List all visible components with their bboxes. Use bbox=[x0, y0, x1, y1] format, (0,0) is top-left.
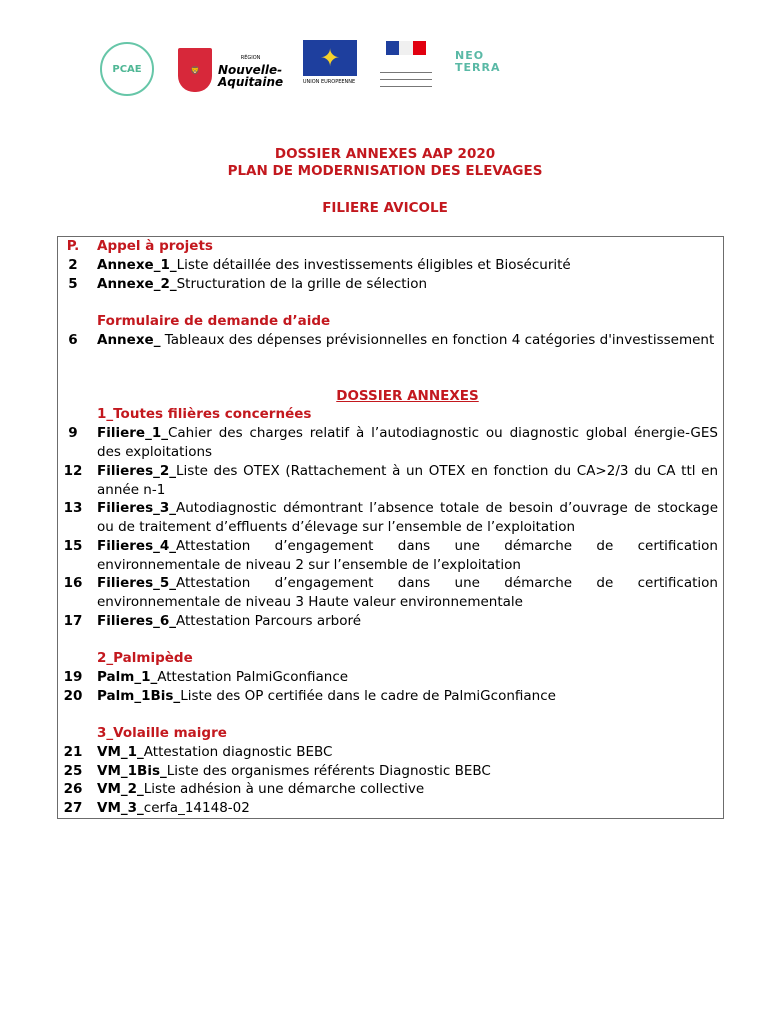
page-number: 2 bbox=[68, 257, 78, 273]
annex-entry: Filieres_2_Liste des OTEX (Rattachement à un OTEX en fonction du CA>2/3 du CA ttl en année n-1 bbox=[97, 463, 718, 498]
annex-entry: VM_1Bis_Liste des organismes référents Diagnostic BEBC bbox=[97, 763, 491, 779]
section-heading-dossier-annexes: DOSSIER ANNEXES bbox=[336, 388, 479, 404]
annex-entry: VM_3_cerfa_14148-02 bbox=[97, 800, 250, 816]
annex-entry: Filieres_4_Attestation d’engagement dans une démarche de certification environnementale de niveau 2 sur l’ensemble de l’exploitation bbox=[97, 538, 718, 573]
annex-entry: Palm_1_Attestation PalmiGconfiance bbox=[97, 669, 349, 685]
section-heading-palmipede: 2_Palmipède bbox=[97, 650, 193, 666]
page-number: 15 bbox=[63, 538, 83, 554]
page-number: 17 bbox=[63, 613, 83, 629]
republique-francaise-flag bbox=[386, 40, 426, 54]
page-number: 16 bbox=[63, 575, 83, 591]
annex-entry: Annexe_2_Structuration de la grille de sélection bbox=[97, 276, 428, 292]
annex-entry: Filieres_3_Autodiagnostic démontrant l’absence totale de besoin d’ouvrage de stockage ou de traitement d’effluents d’élevage sur l’ensemble de l’exploitation bbox=[97, 500, 718, 535]
logo-bar bbox=[0, 36, 770, 106]
section-heading-toutes-filieres: 1_Toutes filières concernées bbox=[97, 406, 312, 422]
neo-line2: TERRA bbox=[455, 61, 501, 74]
pcae-logo-text: PCAE bbox=[112, 63, 142, 75]
annex-entry: Filieres_5_Attestation d’engagement dans une démarche de certification environnementale de niveau 3 Haute valeur environnementale bbox=[97, 575, 718, 610]
title-plan: PLAN DE MODERNISATION DES ELEVAGES bbox=[227, 163, 543, 179]
region-line2: Aquitaine bbox=[218, 75, 284, 89]
region-line1: Nouvelle- bbox=[218, 63, 283, 77]
page-number: 9 bbox=[68, 425, 78, 441]
nouvelle-aquitaine-lion-logo: 🦁 bbox=[178, 48, 212, 92]
annex-entry: Filiere_1_Cahier des charges relatif à l’autodiagnostic ou diagnostic global énergie-GES des exploitations bbox=[97, 425, 718, 460]
page-number: 20 bbox=[63, 688, 83, 704]
annex-entry: Filieres_6_Attestation Parcours arboré bbox=[97, 613, 362, 629]
region-small-label: RÉGION bbox=[240, 55, 261, 61]
annex-entry: Palm_1Bis_Liste des OP certifiée dans le cadre de PalmiGconfiance bbox=[97, 688, 556, 704]
page-number: 26 bbox=[63, 781, 83, 797]
eu-label: UNION EUROPEENNE bbox=[302, 79, 356, 85]
document-header bbox=[0, 146, 770, 217]
annex-table bbox=[57, 236, 724, 819]
annex-entry: VM_1_Attestation diagnostic BEBC bbox=[97, 744, 333, 760]
section-heading-appel: Appel à projets bbox=[97, 238, 213, 254]
page-number: 19 bbox=[63, 669, 83, 685]
page-number: 25 bbox=[63, 763, 83, 779]
page-number: 12 bbox=[63, 463, 83, 479]
annex-entry: Annexe_ Tableaux des dépenses prévisionnelles en fonction 4 catégories d'investissement bbox=[97, 332, 715, 348]
pcae-logo bbox=[100, 42, 154, 96]
section-heading-formulaire: Formulaire de demande d’aide bbox=[97, 313, 331, 329]
title-filiere: FILIERE AVICOLE bbox=[322, 200, 448, 216]
neo-line1: NEO bbox=[455, 49, 485, 62]
page-number: 6 bbox=[68, 332, 78, 348]
annex-entry: Annexe_1_Liste détaillée des investissements éligibles et Biosécurité bbox=[97, 257, 571, 273]
page-number: 13 bbox=[63, 500, 83, 516]
page-number: 21 bbox=[63, 744, 83, 760]
nouvelle-aquitaine-logo bbox=[218, 52, 283, 88]
eu-flag-logo: ✦ bbox=[303, 40, 357, 76]
neo-terra-logo bbox=[455, 50, 500, 74]
title-dossier: DOSSIER ANNEXES AAP 2020 bbox=[274, 146, 496, 162]
republique-francaise-text bbox=[380, 70, 432, 87]
annex-entry: VM_2_Liste adhésion à une démarche collective bbox=[97, 781, 425, 797]
page-column-header: P. bbox=[66, 238, 80, 254]
section-heading-volaille: 3_Volaille maigre bbox=[97, 725, 227, 741]
page-number: 5 bbox=[68, 276, 78, 292]
page-number: 27 bbox=[63, 800, 83, 816]
